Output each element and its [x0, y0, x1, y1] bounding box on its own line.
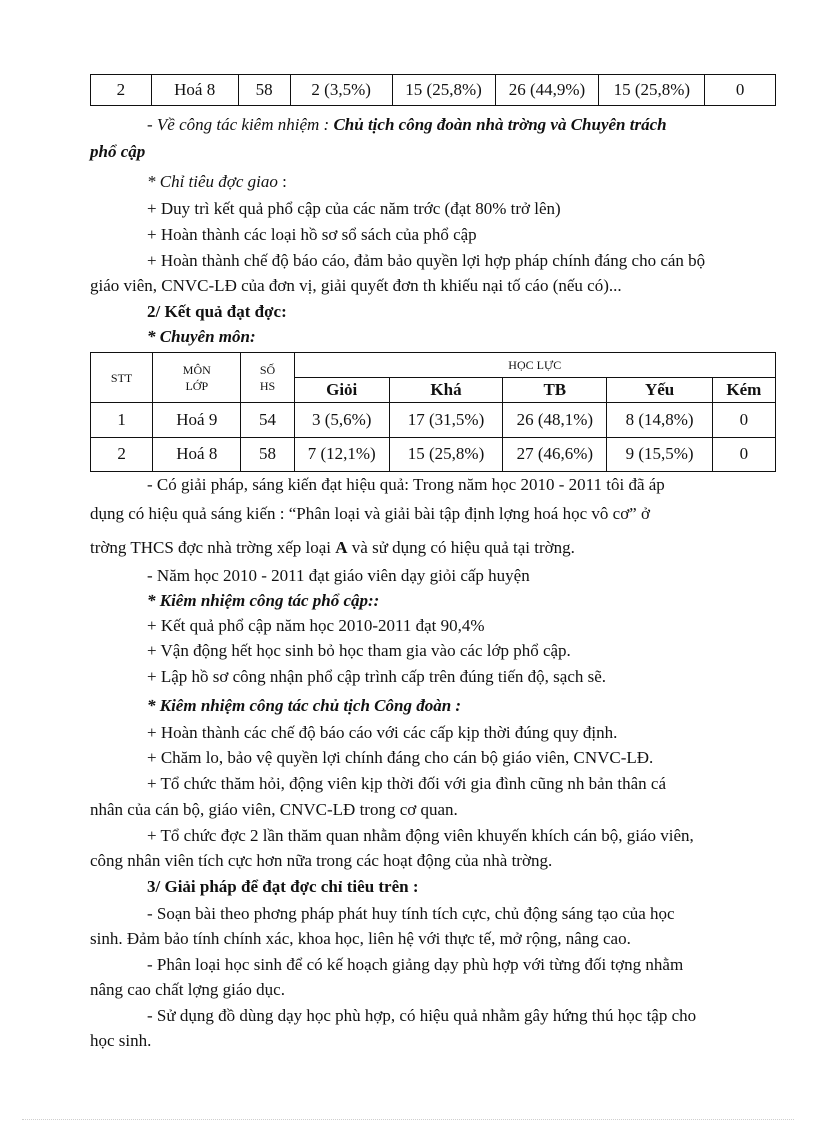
stt-header: STT [91, 353, 153, 403]
cong-doan-item: + Tổ chức thăm hỏi, động viên kịp thời đối với gia đình cũng nh bản thân cá [147, 774, 666, 793]
chi-tieu-item: + Hoàn thành các loại hồ sơ sổ sách của phổ cập [147, 225, 477, 244]
giai-phap-item: - Phân loại học sinh để có kế hoạch giảng dạy phù hợp với từng đối tợng nhằm [147, 955, 684, 974]
mon-lop-header [153, 353, 241, 403]
chi-tieu-colon: : [277, 172, 287, 191]
chi-tieu-item: + Duy trì kết quả phổ cập của các năm trớc (đạt 80% trở lên) [147, 199, 561, 218]
pho-cap-heading: * Kiêm nhiệm công tác phổ cập:: [147, 591, 380, 610]
table-cell: Hoá 8 [153, 437, 241, 471]
pho-cap-item: + Lập hồ sơ công nhận phổ cập trình cấp trên đúng tiến độ, sạch sẽ. [147, 667, 607, 686]
giai-phap-heading: 3/ Giải pháp để đạt đợc chỉ tiêu trên : [147, 877, 419, 896]
page-bottom-divider [22, 1119, 794, 1120]
table-cell: 27 (46,6%) [503, 437, 607, 471]
table-cell: 0 [705, 75, 776, 106]
cong-doan-item: + Chăm lo, bảo vệ quyền lợi chính đáng cho cán bộ giáo viên, CNVC-LĐ. [147, 748, 654, 767]
table-cell: 1 [91, 403, 153, 437]
table-row [91, 75, 776, 106]
cong-doan-item-cont: công nhân viên tích cực hơn nữa trong các hoạt động của nhà trờng. [90, 851, 553, 870]
table-cell: 15 (25,8%) [599, 75, 705, 106]
giai-phap-item: - Sử dụng đồ dùng dạy học phù hợp, có hiệu quả nhằm gây hứng thú học tập cho [147, 1006, 697, 1025]
hoc-luc-header: HỌC LỰC [294, 353, 775, 378]
table-cell: 17 (31,5%) [389, 403, 502, 437]
yeu-header: Yếu [607, 378, 712, 403]
kiem-nhiem-role-cont: phổ cập [90, 142, 146, 161]
sang-kien-line: - Có giải pháp, sáng kiến đạt hiệu quả: Trong năm học 2010 - 2011 tôi đã áp [147, 475, 665, 494]
table-cell: 58 [238, 75, 290, 106]
giai-phap-item-cont: học sinh. [90, 1031, 152, 1050]
chi-tieu-item-cont: giáo viên, CNVC-LĐ của đơn vị, giải quyết đơn th khiếu nại tố cáo (nếu có)... [90, 276, 622, 295]
table-cell: 0 [712, 437, 775, 471]
pho-cap-item: + Kết quả phổ cập năm học 2010-2011 đạt 90,4% [147, 616, 485, 635]
gioi-huyen-line: - Năm học 2010 - 2011 đạt giáo viên dạy giỏi cấp huyện [147, 566, 530, 585]
continued-results-table [90, 74, 776, 106]
cong-doan-item: + Hoàn thành các chế độ báo cáo với các cấp kịp thời đúng quy định. [147, 723, 618, 742]
sang-kien-line: dụng có hiệu quả sáng kiến : “Phân loại và giải bài tập định lợng hoá học vô cơ” ở [90, 504, 650, 523]
table-cell: 58 [241, 437, 294, 471]
kiem-nhiem-prefix: - Về công tác kiêm nhiệm : [147, 115, 334, 134]
cong-doan-heading: * Kiêm nhiệm công tác chủ tịch Công đoàn : [147, 696, 462, 715]
kiem-nhiem-role: Chủ tịch công đoàn nhà trờng và Chuyên trách [333, 115, 667, 134]
table-cell: 8 (14,8%) [607, 403, 712, 437]
so-hs-header [241, 353, 294, 403]
table-cell: 7 (12,1%) [294, 437, 389, 471]
table-cell: 15 (25,8%) [392, 75, 495, 106]
table-cell: 2 [91, 437, 153, 471]
table-cell: 26 (44,9%) [495, 75, 599, 106]
kem-header: Kém [712, 378, 775, 403]
cong-doan-item-cont: nhân của cán bộ, giáo viên, CNVC-LĐ trong cơ quan. [90, 800, 458, 819]
table-cell: 2 [91, 75, 152, 106]
ket-qua-heading: 2/ Kết quả đạt đợc: [147, 302, 287, 321]
table-row [91, 403, 776, 437]
table-cell: 0 [712, 403, 775, 437]
sang-kien-line [90, 537, 575, 559]
results-table [90, 352, 776, 472]
table-cell: 3 (5,6%) [294, 403, 389, 437]
sang-kien-text: trờng THCS đợc nhà trờng xếp loại [90, 538, 336, 557]
chi-tieu-heading [147, 171, 287, 193]
table-cell: 2 (3,5%) [290, 75, 392, 106]
giai-phap-item-cont: sinh. Đảm bảo tính chính xác, khoa học, liên hệ với thực tế, mở rộng, nâng cao. [90, 929, 631, 948]
table-cell: 26 (48,1%) [503, 403, 607, 437]
sang-kien-text: và sử dụng có hiệu quả tại trờng. [347, 538, 575, 557]
table-cell: 54 [241, 403, 294, 437]
pho-cap-item: + Vận động hết học sinh bỏ học tham gia vào các lớp phổ cập. [147, 641, 571, 660]
mon-header: MÔN [182, 362, 211, 377]
kiem-nhiem-line [147, 114, 667, 136]
kha-header: Khá [389, 378, 502, 403]
chuyen-mon-heading: * Chuyên môn: [147, 327, 256, 346]
table-cell: Hoá 8 [151, 75, 238, 106]
table-header-row [91, 353, 776, 378]
hs-header: HS [259, 378, 276, 393]
table-cell: Hoá 9 [153, 403, 241, 437]
giai-phap-item-cont: nâng cao chất lợng giáo dục. [90, 980, 285, 999]
giai-phap-item: - Soạn bài theo phơng pháp phát huy tính tích cực, chủ động sáng tạo của học [147, 904, 675, 923]
cong-doan-item: + Tổ chức đợc 2 lần thăm quan nhằm động viên khuyến khích cán bộ, giáo viên, [147, 826, 694, 845]
lop-header: LỚP [185, 378, 209, 393]
chi-tieu-item: + Hoàn thành chế độ báo cáo, đảm bảo quyền lợi hợp pháp chính đáng cho cán bộ [147, 251, 706, 270]
table-cell: 15 (25,8%) [389, 437, 502, 471]
tb-header: TB [503, 378, 607, 403]
so-header: SỐ [259, 362, 276, 377]
table-row [91, 437, 776, 471]
table-cell: 9 (15,5%) [607, 437, 712, 471]
gioi-header: Giỏi [294, 378, 389, 403]
sang-kien-grade: A [335, 538, 348, 557]
chi-tieu-label: * Chỉ tiêu đợc giao [147, 172, 278, 191]
